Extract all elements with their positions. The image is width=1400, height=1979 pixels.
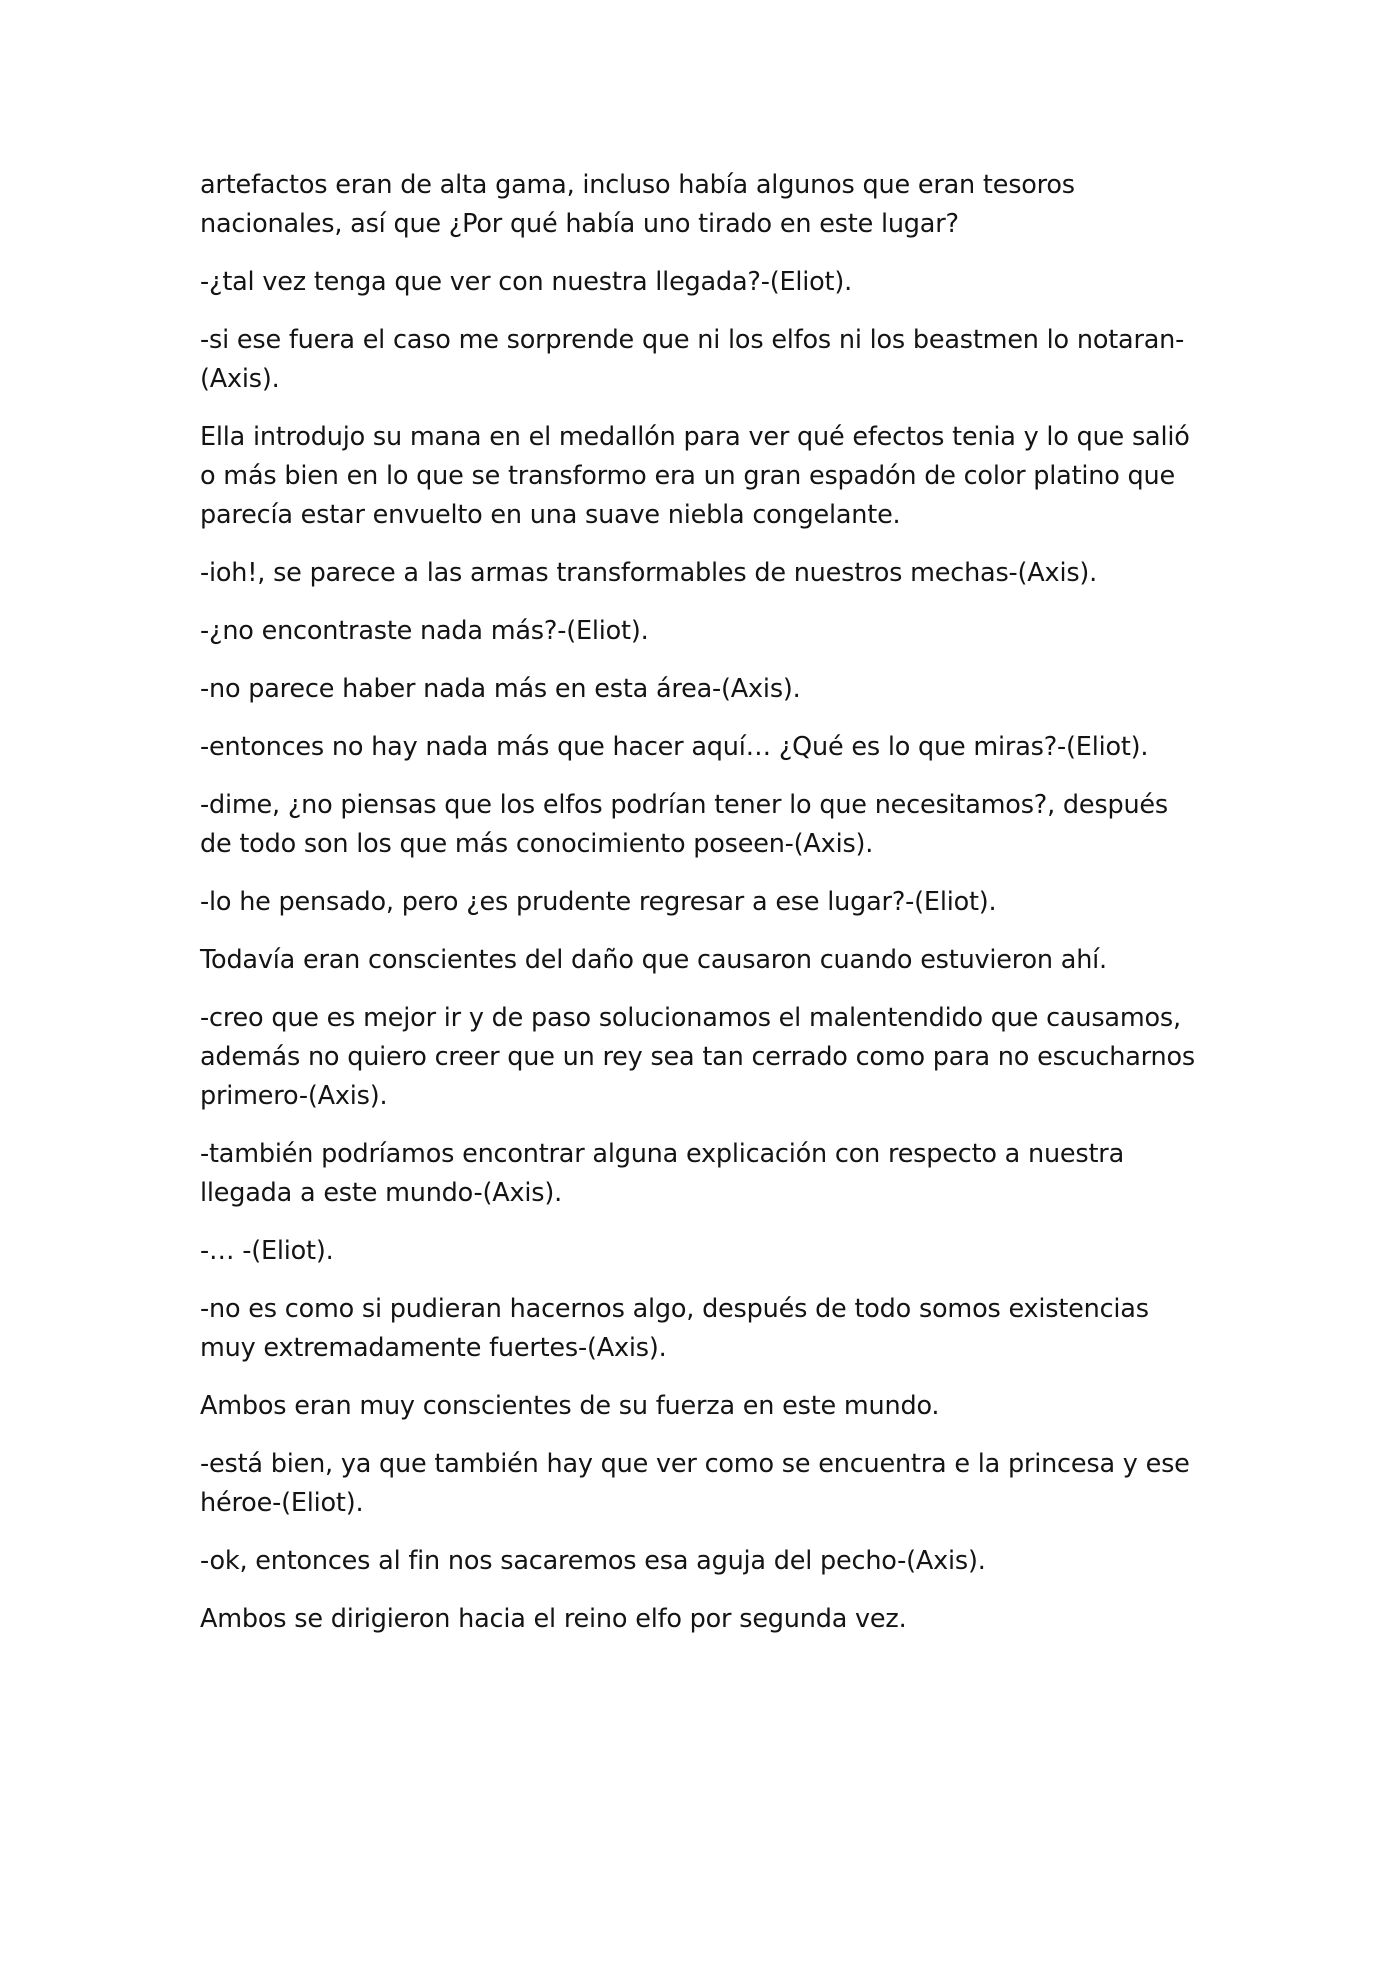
paragraph-12: -creo que es mejor ir y de paso solucionamos el malentendido que causamos, además no quiero creer que un rey sea tan cerrado como para no escucharnos primero-(Axis). bbox=[200, 1003, 1195, 1111]
paragraph-8: -entonces no hay nada más que hacer aquí… ¿Qué es lo que miras?-(Eliot). bbox=[200, 732, 1149, 762]
paragraph-10: -lo he pensado, pero ¿es prudente regresar a ese lugar?-(Eliot). bbox=[200, 887, 997, 917]
paragraph-18: -ok, entonces al fin nos sacaremos esa aguja del pecho-(Axis). bbox=[200, 1546, 986, 1576]
paragraph-14: -… -(Eliot). bbox=[200, 1236, 334, 1266]
paragraph-4: Ella introdujo su mana en el medallón para ver qué efectos tenia y lo que salió o más bien en lo que se transformo era un gran espadón de color platino que parecía estar envuelto en una suave niebla congelante. bbox=[200, 422, 1190, 530]
paragraph-19: Ambos se dirigieron hacia el reino elfo por segunda vez. bbox=[200, 1604, 907, 1634]
paragraph-9: -dime, ¿no piensas que los elfos podrían tener lo que necesitamos?, después de todo son los que más conocimiento poseen-(Axis). bbox=[200, 790, 1169, 859]
paragraph-6: -¿no encontraste nada más?-(Eliot). bbox=[200, 616, 649, 646]
paragraph-2: -¿tal vez tenga que ver con nuestra llegada?-(Eliot). bbox=[200, 267, 853, 297]
document-body bbox=[200, 166, 1204, 1658]
paragraph-5: -ioh!, se parece a las armas transformables de nuestros mechas-(Axis). bbox=[200, 558, 1098, 588]
paragraph-17: -está bien, ya que también hay que ver como se encuentra e la princesa y ese héroe-(Eliot). bbox=[200, 1449, 1190, 1518]
paragraph-15: -no es como si pudieran hacernos algo, después de todo somos existencias muy extremadamente fuertes-(Axis). bbox=[200, 1294, 1149, 1363]
paragraph-11: Todavía eran conscientes del daño que causaron cuando estuvieron ahí. bbox=[200, 945, 1107, 975]
paragraph-16: Ambos eran muy conscientes de su fuerza en este mundo. bbox=[200, 1391, 940, 1421]
paragraph-7: -no parece haber nada más en esta área-(Axis). bbox=[200, 674, 801, 704]
paragraph-13: -también podríamos encontrar alguna explicación con respecto a nuestra llegada a este mundo-(Axis). bbox=[200, 1139, 1125, 1208]
paragraph-1: artefactos eran de alta gama, incluso había algunos que eran tesoros nacionales, así que ¿Por qué había uno tirado en este lugar? bbox=[200, 170, 1075, 239]
paragraph-3: -si ese fuera el caso me sorprende que ni los elfos ni los beastmen lo notaran-(Axis). bbox=[200, 325, 1185, 394]
